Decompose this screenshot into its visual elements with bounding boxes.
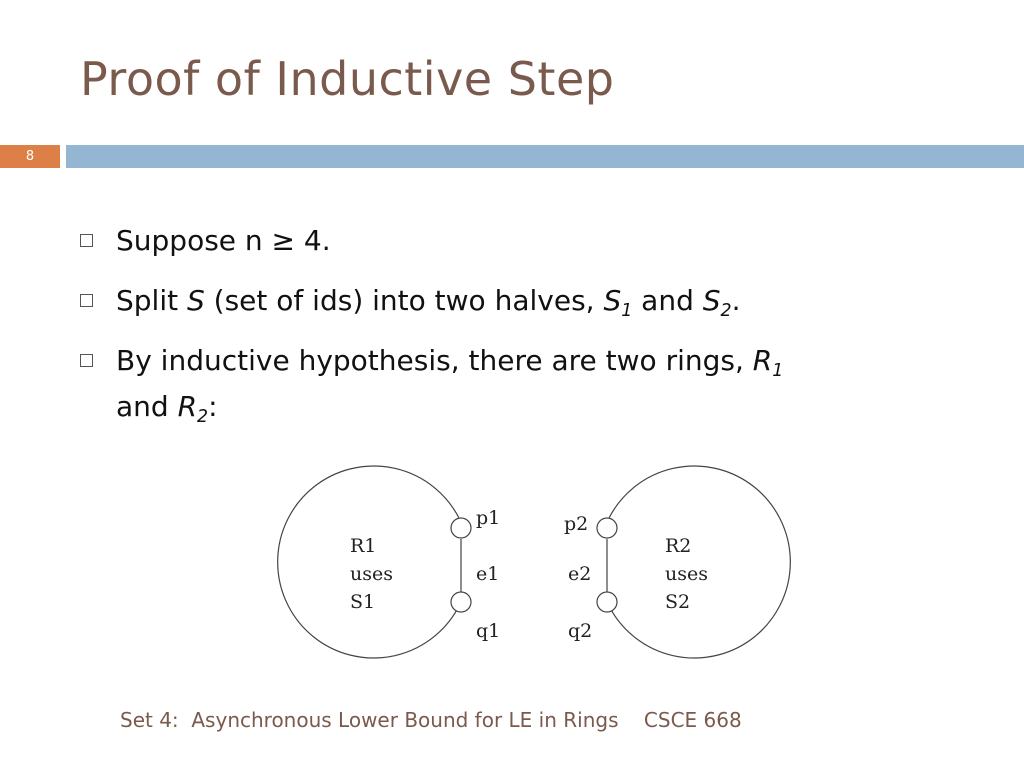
node-p2-circle [597,518,617,538]
set-variable: S [186,284,205,317]
ring-r2-label: R2 [665,535,692,557]
bullet-list [80,218,900,444]
subscript: 1 [772,361,784,382]
ring-r1-uses: uses [350,563,393,585]
node-p2-label: p2 [564,513,589,535]
bullet-item [80,218,900,264]
square-bullet-icon [80,354,93,367]
bullet-text: . [731,284,741,317]
bullet-text: By inductive hypothesis, there are two rings, [116,344,753,377]
set-s2: S [702,284,721,317]
subscript: 2 [197,407,209,428]
slide-footer: Set 4: Asynchronous Lower Bound for LE in Rings CSCE 668 [120,708,742,732]
node-q1-circle [451,592,471,612]
ring-r1-arc [278,466,460,658]
bullet-text: Split [116,284,187,317]
bullet-text: Suppose n ≥ 4. [116,224,331,257]
ring-r1-label: R1 [350,535,377,557]
bullet-item [80,278,900,324]
bullet-text: : [208,390,218,423]
edge-e2-label: e2 [568,563,592,585]
ring-r1: R [752,344,773,377]
square-bullet-icon [80,294,93,307]
accent-bar [66,145,1024,168]
subscript: 2 [720,301,732,322]
ring-r1-set: S1 [350,591,376,613]
slide-number: 8 [0,145,60,168]
ring-r2-arc [608,466,790,658]
bullet-text: and [632,284,703,317]
edge-e1-label: e1 [476,563,500,585]
ring-r2-uses: uses [665,563,708,585]
bullet-text: (set of ids) into two halves, [204,284,604,317]
node-q2-circle [597,592,617,612]
ring-r2: R [177,390,198,423]
rings-diagram [270,462,800,672]
bullet-item [80,338,900,430]
slide-title: Proof of Inductive Step [80,52,615,106]
set-s1: S [603,284,622,317]
node-p1-label: p1 [476,507,501,529]
node-q1-label: q1 [476,620,501,642]
square-bullet-icon [80,234,93,247]
node-p1-circle [451,518,471,538]
subscript: 1 [621,301,633,322]
node-q2-label: q2 [568,620,593,642]
bullet-text: and [116,390,178,423]
ring-r2-set: S2 [665,591,691,613]
